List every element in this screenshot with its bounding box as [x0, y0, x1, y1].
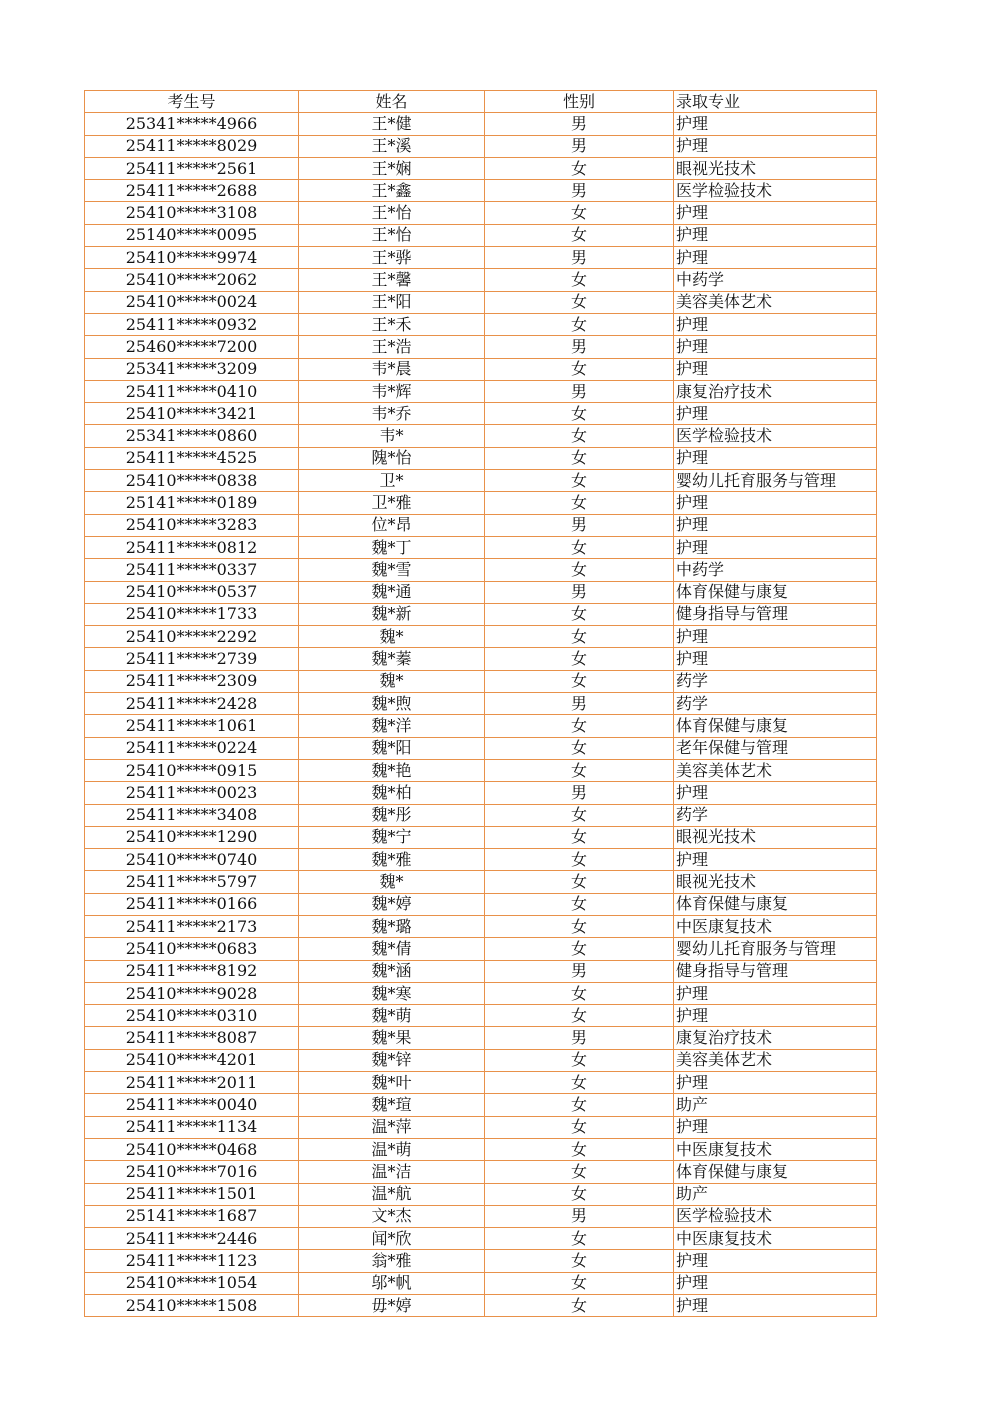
exam-id-cell: 25411*****8192 [85, 960, 299, 982]
name-cell: 翁*雅 [299, 1250, 485, 1272]
name-cell: 温*萍 [299, 1116, 485, 1138]
major-cell: 护理 [674, 492, 877, 514]
table-row [85, 603, 877, 625]
table-row [85, 1295, 877, 1317]
table-row [85, 1250, 877, 1272]
table-row [85, 180, 877, 202]
table-row [85, 157, 877, 179]
exam-id-cell: 25410*****0740 [85, 849, 299, 871]
exam-id-cell: 25411*****2011 [85, 1072, 299, 1094]
exam-id-cell: 25411*****8029 [85, 135, 299, 157]
name-cell: 温*航 [299, 1183, 485, 1205]
table-row [85, 626, 877, 648]
major-cell: 护理 [674, 1250, 877, 1272]
gender-cell: 女 [485, 1250, 674, 1272]
gender-cell: 女 [485, 1295, 674, 1317]
table-row [85, 269, 877, 291]
name-cell: 王*鑫 [299, 180, 485, 202]
major-cell: 护理 [674, 113, 877, 135]
exam-id-cell: 25411*****0932 [85, 313, 299, 335]
table-row [85, 492, 877, 514]
name-cell: 魏*雅 [299, 849, 485, 871]
header-row [85, 91, 877, 113]
gender-cell: 女 [485, 603, 674, 625]
gender-cell: 女 [485, 1161, 674, 1183]
exam-id-cell: 25410*****2062 [85, 269, 299, 291]
name-cell: 温*萌 [299, 1138, 485, 1160]
exam-id-cell: 25410*****9028 [85, 982, 299, 1004]
major-cell: 体育保健与康复 [674, 715, 877, 737]
major-cell: 护理 [674, 247, 877, 269]
major-cell: 护理 [674, 514, 877, 536]
name-cell: 王*浩 [299, 336, 485, 358]
gender-cell: 女 [485, 536, 674, 558]
gender-cell: 男 [485, 1205, 674, 1227]
major-cell: 护理 [674, 1295, 877, 1317]
major-cell: 医学检验技术 [674, 180, 877, 202]
gender-cell: 男 [485, 782, 674, 804]
table-row [85, 938, 877, 960]
gender-cell: 女 [485, 1094, 674, 1116]
major-cell: 助产 [674, 1183, 877, 1205]
name-cell: 魏*阳 [299, 737, 485, 759]
admission-table [84, 90, 877, 1317]
table-row [85, 693, 877, 715]
table-row [85, 1094, 877, 1116]
exam-id-cell: 25411*****2688 [85, 180, 299, 202]
gender-cell: 女 [485, 626, 674, 648]
table-row [85, 135, 877, 157]
gender-cell: 女 [485, 291, 674, 313]
name-cell: 魏*璐 [299, 915, 485, 937]
gender-cell: 女 [485, 269, 674, 291]
gender-cell: 女 [485, 982, 674, 1004]
major-cell: 健身指导与管理 [674, 960, 877, 982]
name-cell: 魏*彤 [299, 804, 485, 826]
gender-cell: 女 [485, 313, 674, 335]
name-cell: 王*馨 [299, 269, 485, 291]
table-row [85, 581, 877, 603]
table-row [85, 536, 877, 558]
exam-id-cell: 25410*****1508 [85, 1295, 299, 1317]
table-row [85, 1228, 877, 1250]
major-cell: 护理 [674, 849, 877, 871]
major-cell: 护理 [674, 135, 877, 157]
name-cell: 魏*倩 [299, 938, 485, 960]
table-row [85, 559, 877, 581]
table-row [85, 1072, 877, 1094]
gender-cell: 女 [485, 871, 674, 893]
gender-cell: 女 [485, 893, 674, 915]
major-cell: 护理 [674, 202, 877, 224]
major-cell: 婴幼儿托育服务与管理 [674, 470, 877, 492]
table-row [85, 1049, 877, 1071]
table-row [85, 1138, 877, 1160]
name-cell: 魏*丁 [299, 536, 485, 558]
name-cell: 文*杰 [299, 1205, 485, 1227]
exam-id-cell: 25411*****1134 [85, 1116, 299, 1138]
exam-id-cell: 25411*****0410 [85, 380, 299, 402]
major-cell: 护理 [674, 403, 877, 425]
table-row [85, 804, 877, 826]
table-row [85, 715, 877, 737]
table-row [85, 871, 877, 893]
gender-cell: 女 [485, 826, 674, 848]
gender-cell: 女 [485, 1272, 674, 1294]
major-cell: 护理 [674, 1072, 877, 1094]
exam-id-cell: 25410*****0683 [85, 938, 299, 960]
major-cell: 中医康复技术 [674, 1138, 877, 1160]
table-row [85, 960, 877, 982]
gender-cell: 男 [485, 1027, 674, 1049]
major-cell: 药学 [674, 693, 877, 715]
exam-id-cell: 25341*****0860 [85, 425, 299, 447]
exam-id-cell: 25410*****3108 [85, 202, 299, 224]
gender-cell: 男 [485, 247, 674, 269]
gender-cell: 女 [485, 1228, 674, 1250]
major-cell: 护理 [674, 648, 877, 670]
exam-id-cell: 25411*****1501 [85, 1183, 299, 1205]
exam-id-cell: 25410*****7016 [85, 1161, 299, 1183]
gender-cell: 女 [485, 1183, 674, 1205]
major-cell: 眼视光技术 [674, 157, 877, 179]
major-cell: 护理 [674, 447, 877, 469]
gender-cell: 男 [485, 693, 674, 715]
table-row [85, 336, 877, 358]
name-cell: 王*溪 [299, 135, 485, 157]
major-cell: 护理 [674, 626, 877, 648]
gender-cell: 女 [485, 648, 674, 670]
major-cell: 康复治疗技术 [674, 1027, 877, 1049]
major-cell: 康复治疗技术 [674, 380, 877, 402]
gender-cell: 女 [485, 1005, 674, 1027]
major-cell: 护理 [674, 536, 877, 558]
gender-cell: 女 [485, 202, 674, 224]
table-row [85, 759, 877, 781]
name-cell: 魏* [299, 871, 485, 893]
exam-id-cell: 25411*****1061 [85, 715, 299, 737]
exam-id-cell: 25141*****1687 [85, 1205, 299, 1227]
major-cell: 护理 [674, 1272, 877, 1294]
major-cell: 助产 [674, 1094, 877, 1116]
gender-cell: 男 [485, 514, 674, 536]
name-cell: 王*娴 [299, 157, 485, 179]
major-cell: 护理 [674, 313, 877, 335]
gender-cell: 女 [485, 157, 674, 179]
table-row [85, 826, 877, 848]
exam-id-cell: 25411*****0166 [85, 893, 299, 915]
table-row [85, 1272, 877, 1294]
table-row [85, 291, 877, 313]
name-cell: 卫* [299, 470, 485, 492]
table-row [85, 737, 877, 759]
exam-id-cell: 25410*****1733 [85, 603, 299, 625]
major-cell: 眼视光技术 [674, 871, 877, 893]
gender-cell: 女 [485, 915, 674, 937]
major-cell: 医学检验技术 [674, 1205, 877, 1227]
exam-id-cell: 25411*****5797 [85, 871, 299, 893]
exam-id-cell: 25411*****0224 [85, 737, 299, 759]
gender-cell: 女 [485, 224, 674, 246]
name-cell: 王*骅 [299, 247, 485, 269]
exam-id-cell: 25411*****2173 [85, 915, 299, 937]
exam-id-cell: 25411*****0023 [85, 782, 299, 804]
gender-cell: 女 [485, 559, 674, 581]
name-cell: 韦*辉 [299, 380, 485, 402]
table-row [85, 202, 877, 224]
header-exam-id: 考生号 [85, 91, 299, 113]
name-cell: 魏*瑄 [299, 1094, 485, 1116]
gender-cell: 男 [485, 581, 674, 603]
table-row [85, 915, 877, 937]
header-gender: 性别 [485, 91, 674, 113]
exam-id-cell: 25410*****0024 [85, 291, 299, 313]
table-row [85, 1161, 877, 1183]
exam-id-cell: 25410*****3421 [85, 403, 299, 425]
major-cell: 中医康复技术 [674, 915, 877, 937]
major-cell: 体育保健与康复 [674, 893, 877, 915]
major-cell: 健身指导与管理 [674, 603, 877, 625]
gender-cell: 男 [485, 135, 674, 157]
name-cell: 王*怡 [299, 202, 485, 224]
table-row [85, 247, 877, 269]
header-name: 姓名 [299, 91, 485, 113]
gender-cell: 女 [485, 1116, 674, 1138]
exam-id-cell: 25411*****2446 [85, 1228, 299, 1250]
major-cell: 婴幼儿托育服务与管理 [674, 938, 877, 960]
name-cell: 韦*乔 [299, 403, 485, 425]
table-row [85, 648, 877, 670]
name-cell: 闻*欣 [299, 1228, 485, 1250]
major-cell: 中医康复技术 [674, 1228, 877, 1250]
name-cell: 邬*帆 [299, 1272, 485, 1294]
gender-cell: 女 [485, 1049, 674, 1071]
name-cell: 魏* [299, 626, 485, 648]
name-cell: 魏*果 [299, 1027, 485, 1049]
table-row [85, 224, 877, 246]
exam-id-cell: 25411*****2428 [85, 693, 299, 715]
major-cell: 中药学 [674, 269, 877, 291]
exam-id-cell: 25410*****0310 [85, 1005, 299, 1027]
name-cell: 魏*通 [299, 581, 485, 603]
table-row [85, 1205, 877, 1227]
table-row [85, 403, 877, 425]
exam-id-cell: 25410*****0537 [85, 581, 299, 603]
table-row [85, 113, 877, 135]
name-cell: 魏*洋 [299, 715, 485, 737]
name-cell: 魏*宁 [299, 826, 485, 848]
gender-cell: 女 [485, 715, 674, 737]
name-cell: 魏*涵 [299, 960, 485, 982]
name-cell: 魏* [299, 670, 485, 692]
exam-id-cell: 25410*****0838 [85, 470, 299, 492]
name-cell: 隗*怡 [299, 447, 485, 469]
exam-id-cell: 25410*****2292 [85, 626, 299, 648]
major-cell: 眼视光技术 [674, 826, 877, 848]
name-cell: 王*健 [299, 113, 485, 135]
name-cell: 魏*柏 [299, 782, 485, 804]
table-row [85, 670, 877, 692]
table-row [85, 1027, 877, 1049]
name-cell: 魏*蓁 [299, 648, 485, 670]
exam-id-cell: 25411*****4525 [85, 447, 299, 469]
table-row [85, 1116, 877, 1138]
exam-id-cell: 25410*****4201 [85, 1049, 299, 1071]
major-cell: 美容美体艺术 [674, 759, 877, 781]
exam-id-cell: 25460*****7200 [85, 336, 299, 358]
name-cell: 王*怡 [299, 224, 485, 246]
gender-cell: 女 [485, 1138, 674, 1160]
gender-cell: 女 [485, 492, 674, 514]
exam-id-cell: 25410*****1054 [85, 1272, 299, 1294]
name-cell: 王*禾 [299, 313, 485, 335]
gender-cell: 女 [485, 670, 674, 692]
gender-cell: 男 [485, 960, 674, 982]
table-row [85, 1005, 877, 1027]
major-cell: 护理 [674, 224, 877, 246]
gender-cell: 女 [485, 804, 674, 826]
name-cell: 魏*煦 [299, 693, 485, 715]
major-cell: 体育保健与康复 [674, 1161, 877, 1183]
name-cell: 韦* [299, 425, 485, 447]
major-cell: 护理 [674, 1005, 877, 1027]
gender-cell: 女 [485, 403, 674, 425]
major-cell: 中药学 [674, 559, 877, 581]
gender-cell: 男 [485, 113, 674, 135]
name-cell: 温*洁 [299, 1161, 485, 1183]
major-cell: 体育保健与康复 [674, 581, 877, 603]
exam-id-cell: 25411*****1123 [85, 1250, 299, 1272]
exam-id-cell: 25411*****3408 [85, 804, 299, 826]
name-cell: 魏*艳 [299, 759, 485, 781]
name-cell: 王*阳 [299, 291, 485, 313]
gender-cell: 男 [485, 380, 674, 402]
gender-cell: 女 [485, 447, 674, 469]
gender-cell: 女 [485, 759, 674, 781]
gender-cell: 女 [485, 425, 674, 447]
exam-id-cell: 25411*****8087 [85, 1027, 299, 1049]
table-row [85, 425, 877, 447]
name-cell: 魏*萌 [299, 1005, 485, 1027]
exam-id-cell: 25410*****0915 [85, 759, 299, 781]
table-row [85, 380, 877, 402]
exam-id-cell: 25411*****2561 [85, 157, 299, 179]
major-cell: 护理 [674, 1116, 877, 1138]
major-cell: 护理 [674, 358, 877, 380]
gender-cell: 女 [485, 358, 674, 380]
gender-cell: 女 [485, 1072, 674, 1094]
table-row [85, 1183, 877, 1205]
name-cell: 卫*雅 [299, 492, 485, 514]
name-cell: 毋*婷 [299, 1295, 485, 1317]
name-cell: 魏*雪 [299, 559, 485, 581]
table-row [85, 358, 877, 380]
major-cell: 美容美体艺术 [674, 291, 877, 313]
header-major: 录取专业 [674, 91, 877, 113]
name-cell: 韦*晨 [299, 358, 485, 380]
exam-id-cell: 25141*****0189 [85, 492, 299, 514]
gender-cell: 男 [485, 336, 674, 358]
name-cell: 位*昂 [299, 514, 485, 536]
major-cell: 护理 [674, 982, 877, 1004]
major-cell: 护理 [674, 336, 877, 358]
name-cell: 魏*寒 [299, 982, 485, 1004]
table-row [85, 849, 877, 871]
gender-cell: 女 [485, 737, 674, 759]
table-row [85, 514, 877, 536]
exam-id-cell: 25410*****3283 [85, 514, 299, 536]
table-row [85, 447, 877, 469]
gender-cell: 女 [485, 938, 674, 960]
exam-id-cell: 25410*****1290 [85, 826, 299, 848]
exam-id-cell: 25411*****0337 [85, 559, 299, 581]
table-row [85, 313, 877, 335]
exam-id-cell: 25410*****9974 [85, 247, 299, 269]
exam-id-cell: 25411*****2309 [85, 670, 299, 692]
exam-id-cell: 25411*****2739 [85, 648, 299, 670]
table-row [85, 982, 877, 1004]
name-cell: 魏*叶 [299, 1072, 485, 1094]
gender-cell: 男 [485, 180, 674, 202]
major-cell: 药学 [674, 670, 877, 692]
exam-id-cell: 25410*****0468 [85, 1138, 299, 1160]
table-row [85, 470, 877, 492]
exam-id-cell: 25140*****0095 [85, 224, 299, 246]
table-row [85, 893, 877, 915]
exam-id-cell: 25341*****3209 [85, 358, 299, 380]
major-cell: 护理 [674, 782, 877, 804]
major-cell: 医学检验技术 [674, 425, 877, 447]
gender-cell: 女 [485, 849, 674, 871]
table-body [85, 113, 877, 1317]
exam-id-cell: 25411*****0040 [85, 1094, 299, 1116]
exam-id-cell: 25411*****0812 [85, 536, 299, 558]
major-cell: 药学 [674, 804, 877, 826]
table-row [85, 782, 877, 804]
name-cell: 魏*锌 [299, 1049, 485, 1071]
name-cell: 魏*婷 [299, 893, 485, 915]
major-cell: 美容美体艺术 [674, 1049, 877, 1071]
gender-cell: 女 [485, 470, 674, 492]
exam-id-cell: 25341*****4966 [85, 113, 299, 135]
major-cell: 老年保健与管理 [674, 737, 877, 759]
name-cell: 魏*新 [299, 603, 485, 625]
